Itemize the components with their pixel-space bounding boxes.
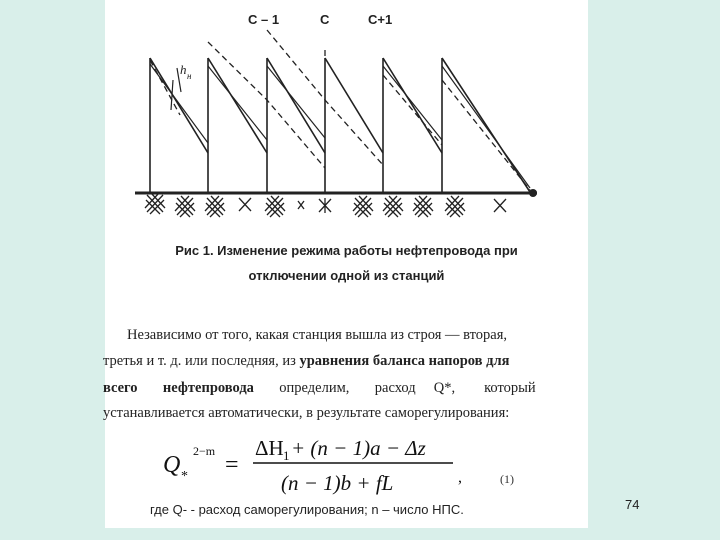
highlighted-term: всего [103,380,138,396]
paragraph-line-4: устанавливается автоматически, в результате саморегулирования: [103,405,510,421]
pressure-line-dashed [150,60,180,115]
figure-caption-line-2: отключении одной из станций [248,268,445,283]
formula-denominator: (n − 1)b + fL [281,471,394,495]
formula-numerator-a: ΔH [255,436,284,460]
pressure-line-solid [150,58,208,153]
pressure-line-solid [383,58,442,153]
pressure-line-solid [325,58,383,153]
highlighted-term: нефтепровода [162,380,254,396]
station-label-c: C [320,12,330,27]
formula-legend: где Q- - расход саморегулирования; n – число НПС. [150,502,464,517]
paragraph-line-3 [103,380,583,397]
paragraph-text: третья и т. д. или последняя, из [103,353,300,369]
formula-numerator-b: + (n − 1)a − Δz [291,436,426,460]
paragraph-word: который [484,380,536,396]
balance-formula [153,430,493,500]
pressure-line-inner [442,66,530,188]
station-label-c-plus-1: C+1 [368,12,393,27]
pressure-line-solid [208,58,267,153]
pipeline-end-dot [529,189,537,197]
pressure-line-inner [150,64,208,143]
h-subscript: н [187,71,192,81]
paragraph-word: определим, [279,380,350,396]
pressure-line-inner [267,66,325,138]
figure-caption-line-1: Рис 1. Изменение режима работы нефтепровода при [175,243,518,258]
paragraph-word: Q*, [433,380,456,396]
formula-equals: = [225,452,239,478]
paragraph-line-1: Независимо от того, какая станция вышла из строя — вторая, [127,327,507,343]
h-label: h [180,62,187,77]
formula-lhs-sub: * [181,469,188,484]
pressure-line-solid [267,58,325,153]
pressure-line-solid [442,58,530,192]
station-label-c-minus-1: C – 1 [248,12,280,27]
equation-number: (1) [500,472,514,486]
pressure-line-inner [208,66,267,140]
paragraph-word: расход [374,380,416,396]
pressure-line-dashed [442,80,530,190]
pressure-line-dashed [383,75,442,145]
pump-hatches [145,193,506,217]
page-number: 74 [625,497,640,512]
formula-trailing: , [458,469,462,486]
pressure-diagram [105,0,588,235]
formula-lhs-sup: 2−m [193,444,216,458]
pressure-line-inner [383,66,442,140]
highlighted-term: уравнения баланса напоров для [299,353,510,369]
formula-numerator-a-sub: 1 [283,448,290,463]
document-page [103,0,640,528]
formula-lhs: Q [163,452,181,478]
paragraph-line-2 [103,353,509,370]
